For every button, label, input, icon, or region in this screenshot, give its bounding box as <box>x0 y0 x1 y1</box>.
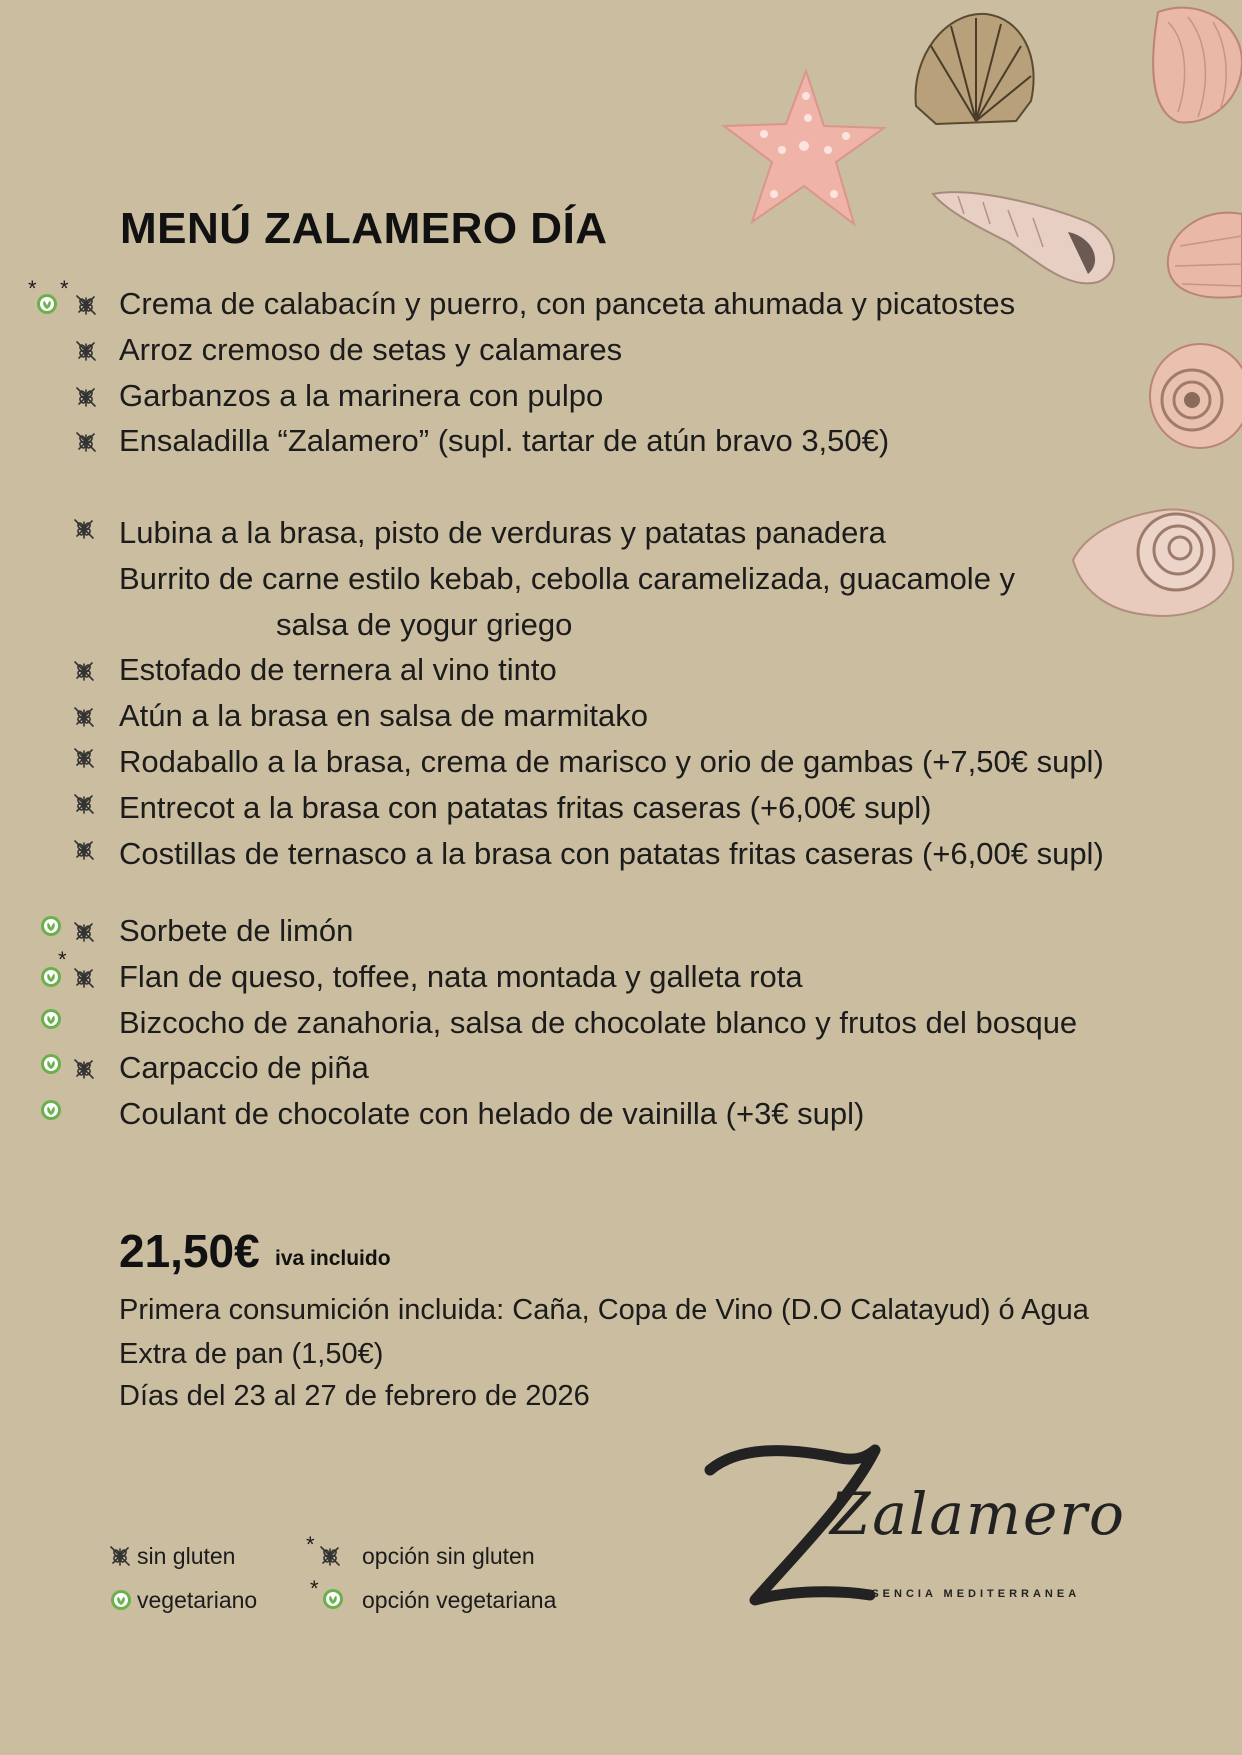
starfish-illustration <box>716 66 891 236</box>
legend-gluten-free-option: opción sin gluten <box>362 1543 535 1569</box>
menu-item-text: Flan de queso, toffee, nata montada y galleta rota <box>119 959 803 994</box>
menu-item <box>0 376 1242 416</box>
gluten-free-icon <box>74 339 98 363</box>
dates-info: Días del 23 al 27 de febrero de 2026 <box>119 1380 590 1412</box>
menu-item-text: Ensaladilla “Zalamero” (supl. tartar de atún bravo 3,50€) <box>119 423 890 458</box>
menu-item <box>0 1003 1242 1043</box>
menu-item-text: Bizcocho de zanahoria, salsa de chocolate blanco y frutos del bosque <box>119 1005 1078 1040</box>
logo-wordmark: Zalamero <box>830 1480 1126 1548</box>
menu-item-text: Garbanzos a la marinera con pulpo <box>119 378 604 413</box>
gluten-free-icon <box>72 517 96 541</box>
menu-item <box>0 513 1242 553</box>
menu-item <box>0 834 1242 874</box>
vegetarian-icon <box>40 915 62 937</box>
conch-shell-illustration <box>928 182 1128 292</box>
shell-right-top-illustration <box>1138 2 1242 128</box>
price-note: iva incluido <box>275 1247 391 1270</box>
option-asterisk: * <box>306 1532 315 1557</box>
gluten-free-icon <box>74 385 98 409</box>
menu-title: MENÚ ZALAMERO DÍA <box>120 204 608 253</box>
menu-item <box>0 696 1242 736</box>
menu-item <box>0 1094 1242 1134</box>
menu-item-text: Costillas de ternasco a la brasa con patatas fritas caseras (+6,00€ supl) <box>119 836 1104 871</box>
menu-item-text: Estofado de ternera al vino tinto <box>119 652 557 687</box>
vegetarian-icon <box>36 293 58 315</box>
gluten-free-option-asterisk: * <box>58 947 67 972</box>
gluten-free-icon <box>72 659 96 683</box>
gluten-free-icon <box>72 705 96 729</box>
menu-item-text: Atún a la brasa en salsa de marmitako <box>119 698 648 733</box>
scallop-shell-illustration <box>906 6 1041 132</box>
gluten-free-icon <box>72 746 96 770</box>
menu-item <box>0 276 1242 324</box>
menu-item-text: Sorbete de limón <box>119 913 354 948</box>
gluten-free-icon <box>74 293 98 317</box>
gluten-free-icon <box>74 430 98 454</box>
gluten-free-icon <box>318 1544 342 1568</box>
menu-item-continuation <box>0 605 1242 645</box>
logo-tagline: ESENCIA MEDITERRANEA <box>860 1588 1081 1600</box>
menu-item <box>0 421 1242 461</box>
legend-vegetarian: vegetariano <box>137 1587 258 1613</box>
gluten-free-icon <box>72 838 96 862</box>
vegetarian-icon <box>40 1099 62 1121</box>
menu-item <box>0 330 1242 370</box>
vegetarian-option-asterisk: * <box>28 276 37 301</box>
menu-item-text: Carpaccio de piña <box>119 1050 369 1085</box>
menu-item-text: Burrito de carne estilo kebab, cebolla caramelizada, guacamole y <box>119 561 1016 596</box>
menu-item <box>0 947 1242 997</box>
gluten-free-option-asterisk: * <box>60 276 69 301</box>
vegetarian-icon <box>322 1588 344 1610</box>
legend-vegetarian-option: opción vegetariana <box>362 1587 557 1613</box>
gluten-free-icon <box>108 1544 132 1568</box>
vegetarian-icon <box>110 1589 132 1611</box>
zalamero-logo <box>700 1440 1126 1620</box>
menu-item-text: salsa de yogur griego <box>276 607 573 642</box>
menu-item <box>0 1048 1242 1088</box>
menu-item-text: Crema de calabacín y puerro, con panceta ahumada y picatostes <box>119 286 1016 321</box>
gluten-free-icon <box>72 792 96 816</box>
vegetarian-icon <box>40 1008 62 1030</box>
legend-gluten-free: sin gluten <box>137 1543 236 1569</box>
menu-item-text: Lubina a la brasa, pisto de verduras y patatas panadera <box>119 515 886 550</box>
gluten-free-icon <box>72 1057 96 1081</box>
menu-item <box>0 650 1242 690</box>
vegetarian-icon <box>40 1053 62 1075</box>
menu-item <box>0 559 1242 599</box>
menu-item <box>0 788 1242 828</box>
menu-price: 21,50€ <box>119 1225 260 1277</box>
gluten-free-icon <box>72 920 96 944</box>
menu-item-text: Entrecot a la brasa con patatas fritas caseras (+6,00€ supl) <box>119 790 932 825</box>
gluten-free-icon <box>72 966 96 990</box>
menu-item-text: Arroz cremoso de setas y calamares <box>119 332 623 367</box>
drink-info: Primera consumición incluida: Caña, Copa de Vino (D.O Calatayud) ó Agua <box>119 1294 1089 1326</box>
option-asterisk: * <box>310 1576 319 1601</box>
snail-shell-illustration <box>1068 490 1242 624</box>
menu-item-text: Coulant de chocolate con helado de vainilla (+3€ supl) <box>119 1096 865 1131</box>
menu-item <box>0 911 1242 951</box>
menu-item-text: Rodaballo a la brasa, crema de marisco y orio de gambas (+7,50€ supl) <box>119 744 1104 779</box>
menu-item <box>0 742 1242 782</box>
bread-info: Extra de pan (1,50€) <box>119 1338 384 1370</box>
